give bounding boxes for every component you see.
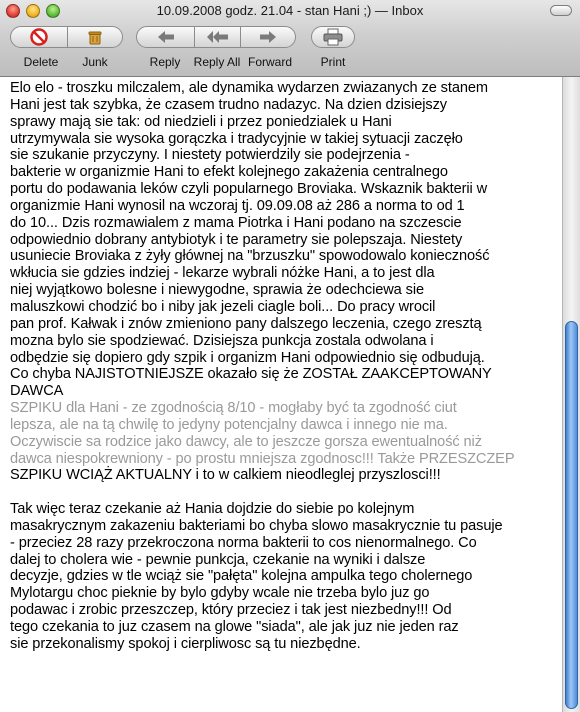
message-line: decyzje, gdzies w tle wciąż sie "pałęta" kolejna ampulka tego cholernego: [10, 568, 473, 585]
message-line: sie przekonalismy spokoj i cierpliwosc są tu niezbędne.: [10, 635, 361, 652]
message-line: sie szukanie przyczyny. I niestety potwierdzily sie podejrzenia -: [10, 147, 410, 164]
message-line: Mylotargu choc pieknie by bylo gdyby wcale nie trzeba bylo juz go: [10, 585, 430, 602]
no-entry-icon: [30, 28, 48, 46]
message-line: maluszkowi chodzić bo i niby jak jezeli ciagle boli... Do pracy wrocil: [10, 298, 436, 315]
message-line: organizmie Hani wynosil na wczoraj tj. 09.09.08 aż 286 a norma to od 1: [10, 197, 465, 214]
reply-button[interactable]: [136, 26, 195, 48]
trash-bin-icon: [86, 28, 104, 46]
message-line: SZPIKU WCIĄŻ AKTUALNY i to w calkiem nieodleglej przyszlosci!!!: [10, 467, 441, 484]
message-line: portu do podawania leków czyli popularnego Broviaka. Wskaznik bakterii w: [10, 181, 488, 198]
zoom-window-button[interactable]: [46, 4, 60, 18]
toolbar-toggle-button[interactable]: [550, 5, 572, 16]
message-line: masakrycznym zakazeniu bakteriami bo chyba slowo masakrycznie tu pasuje: [10, 517, 503, 534]
vertical-scrollbar[interactable]: [562, 77, 580, 712]
arrow-right-icon: [258, 29, 278, 45]
reply-all-button[interactable]: [194, 26, 241, 48]
print-label: Print: [320, 55, 346, 69]
message-line: Tak więc teraz czekanie aż Hania dojdzie do siebie po kolejnym: [10, 501, 415, 518]
forward-button[interactable]: [240, 26, 296, 48]
window-title: 10.09.2008 godz. 21.04 - stan Hani ;) — Inbox: [156, 3, 424, 18]
print-button[interactable]: [311, 26, 355, 48]
close-window-button[interactable]: [6, 4, 20, 18]
message-line: odpowiednio dobrany antybiotyk i te parametry sie polepszaja. Niestety: [10, 231, 463, 248]
message-blank-line: [10, 484, 558, 501]
message-line: sprawy mają sie tak: od niedzieli i przez poniedzialek u Hani: [10, 113, 392, 130]
reply-label: Reply: [149, 55, 181, 69]
message-line: - przeciez 28 razy przekroczona norma bakterii to cos nienormalnego. Co: [10, 534, 477, 551]
message-line: wkłucia sie gdzies indziej - lekarze wybrali nóżke Hani, a to jest dla: [10, 265, 435, 282]
message-body: [10, 80, 558, 653]
message-line-dim: SZPIKU dla Hani - ze zgodnością 8/10 - mogłaby być ta zgodność ciut: [10, 400, 457, 417]
double-arrow-left-icon: [206, 29, 230, 45]
message-line: tego czekania to juz czasem na glowe "siada", ale jak juz nie jeden raz: [10, 619, 459, 635]
message-line: Hani jest tak szybka, że czasem trudno nadazyc. Na dzien dzisiejszy: [10, 96, 447, 113]
message-line: niej wyjątkowo bolesne i niewygodne, sprawia że odechciewa sie: [10, 282, 425, 299]
message-body-pane[interactable]: [0, 77, 562, 712]
message-line: usuniecie Broviaka z żyły głównej na "brzuszku" spowodowalo konieczność: [10, 248, 490, 265]
message-line: Co chyba NAJISTOTNIEJSZE okazało się że ZOSTAŁ ZAAKCEPTOWANY: [10, 366, 492, 383]
message-line: utrzymywala sie wysoka gorączka i tradycyjnie w takiej sytuacji zaczęło: [10, 130, 463, 147]
message-line: podawac i zrobic przeszczep, który przeciez i tak jest niezbedny!!! Od: [10, 602, 452, 619]
message-line: Elo elo - troszku milczalem, ale dynamika wydarzen zwiazanych ze stanem: [10, 80, 488, 96]
scrollbar-thumb[interactable]: [565, 321, 578, 709]
message-line: dalej to cholera wie - pewnie punkcja, czekanie na wyniki i dalsze: [10, 551, 426, 568]
message-line-dim: dawca niespokrewniony - po prostu mniejsza zgodnosc!!! Także PRZESZCZEP: [10, 450, 515, 467]
junk-button[interactable]: [67, 26, 123, 48]
minimize-window-button[interactable]: [26, 4, 40, 18]
message-line-dim: lepsza, ale na tą chwilę to jedyny potencjalny dawca i innego nie ma.: [10, 416, 448, 433]
message-line: odbędzie się dopiero gdy szpik i organizm Hani odpowiednio się odbudują.: [10, 349, 485, 366]
message-line: do 10... Dzis rozmawialem z mama Piotrka i Hani podano na szczescie: [10, 214, 462, 231]
printer-icon: [322, 28, 344, 46]
delete-label: Delete: [23, 55, 59, 69]
forward-label: Forward: [247, 55, 292, 69]
message-line: mozna bylo sie spodziewać. Dzisiejsza punkcja zostala odwolana i: [10, 332, 434, 349]
message-line: pan prof. Kałwak i znów zmieniono pany dalszego leczenia, czego zresztą: [10, 315, 482, 332]
message-line: DAWCA: [10, 383, 64, 400]
title-bar: [0, 0, 580, 77]
message-line: bakterie w organizmie Hani to efekt kolejnego zakażenia centralnego: [10, 164, 448, 181]
delete-button[interactable]: [10, 26, 68, 48]
reply-all-label: Reply All: [193, 55, 241, 69]
arrow-left-icon: [156, 29, 176, 45]
junk-label: Junk: [82, 55, 108, 69]
message-line-dim: Oczywiscie sa rodzice jako dawcy, ale to jeszcze gorsza ewentualność niż: [10, 433, 482, 450]
